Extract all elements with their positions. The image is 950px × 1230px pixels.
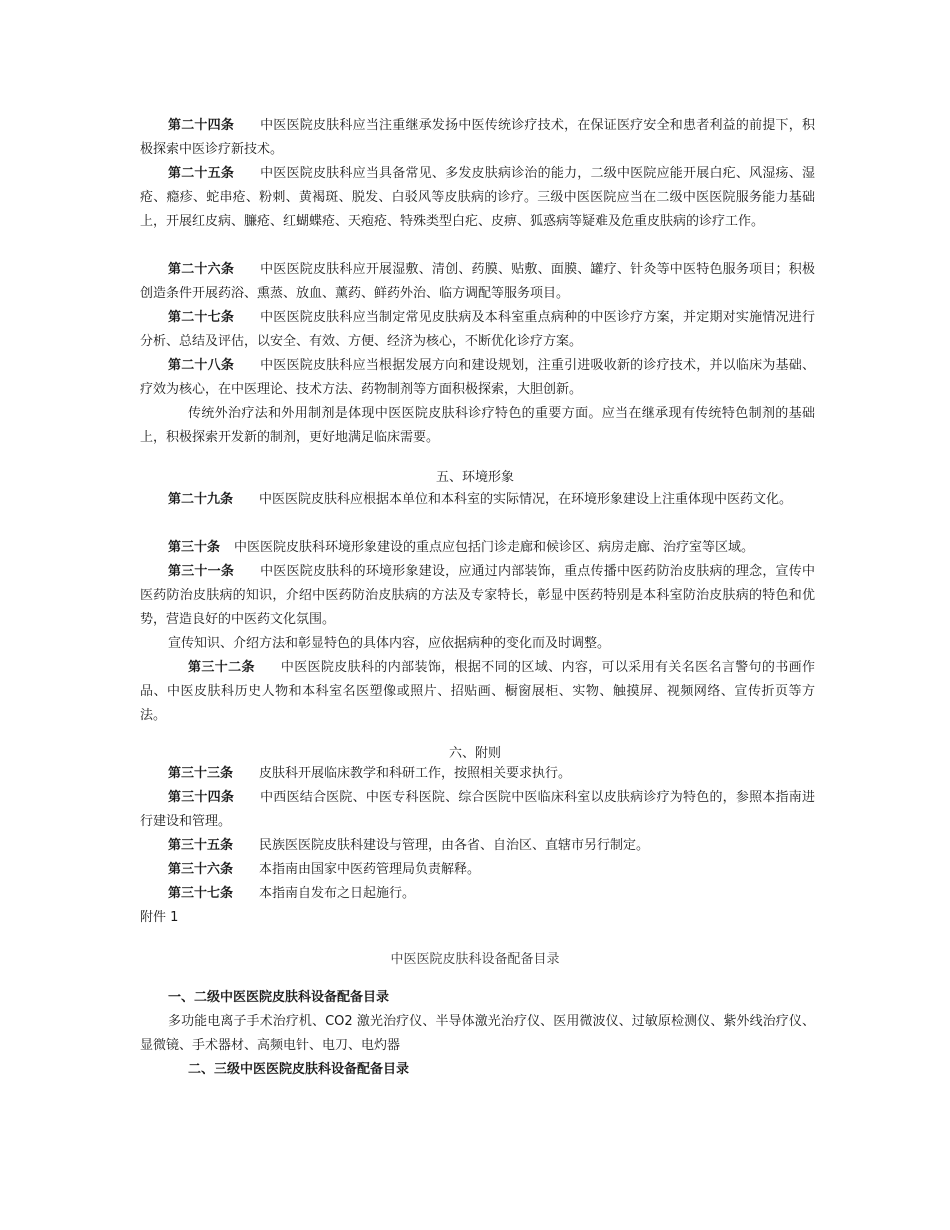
article-label: 第二十九条 — [168, 492, 234, 507]
article-label: 第三十二条 — [188, 660, 255, 675]
article-37 — [140, 882, 815, 906]
article-text: 中医医院皮肤科的环境形象建设，应通过内部装饰，重点传播中医药防治皮肤病的理念，宣传中医药防治皮肤病的知识，介绍中医药防治皮肤病的方法及专家特长，彰显中医药特别是本科室防治皮肤病的特色和优势，营造良好的中医药文化氛围。 — [140, 564, 815, 627]
article-label: 第三十四条 — [168, 790, 235, 805]
article-28-extra: 传统外治疗法和外用制剂是体现中医医院皮肤科诊疗特色的重要方面。应当在继承现有传统特色制剂的基础上，积极探索开发新的制剂，更好地满足临床需要。 — [140, 406, 815, 445]
article-label: 第三十五条 — [168, 838, 234, 853]
article-29 — [140, 488, 815, 512]
article-text: 皮肤科开展临床教学和科研工作，按照相关要求执行。 — [259, 766, 572, 781]
article-text: 中西医结合医院、中医专科医院、综合医院中医临床科室以皮肤病诊疗为特色的，参照本指南进行建设和管理。 — [140, 790, 815, 829]
appendix-heading-2: 二、三级中医医院皮肤科设备配备目录 — [188, 1062, 410, 1077]
article-32 — [140, 656, 815, 728]
article-31 — [140, 560, 815, 632]
article-text: 中医医院皮肤科应当注重继承发扬中医传统诊疗技术，在保证医疗安全和患者利益的前提下，积极探索中医诊疗新技术。 — [140, 118, 815, 157]
section-heading-5: 五、环境形象 — [435, 470, 514, 485]
article-label: 第二十五条 — [168, 166, 235, 181]
article-label: 第三十一条 — [168, 564, 235, 579]
article-27 — [140, 306, 815, 354]
appendix-label: 附件 1 — [140, 910, 179, 925]
article-label: 第二十八条 — [168, 358, 235, 373]
article-34 — [140, 786, 815, 834]
article-label: 第三十三条 — [168, 766, 234, 781]
article-33 — [140, 762, 815, 786]
appendix-heading-1: 一、二级中医医院皮肤科设备配备目录 — [168, 990, 390, 1005]
article-24 — [140, 114, 815, 162]
article-text: 中医医院皮肤科应根据本单位和本科室的实际情况，在环境形象建设上注重体现中医药文化。 — [259, 492, 793, 507]
article-text: 本指南由国家中医药管理局负责解释。 — [259, 862, 481, 877]
article-25 — [140, 162, 815, 234]
article-text: 中医医院皮肤科应当具备常见、多发皮肤病诊治的能力，二级中医院应能开展白疕、风湿疡、湿疮、瘾疹、蛇串疮、粉刺、黄褐斑、脱发、白驳风等皮肤病的诊疗。三级中医医院应当在二级中医医院服务能力基础上，开展红皮病、臁疮、红蝴蝶疮、天疱疮、特殊类型白疕、皮痹、狐惑病等疑难及危重皮肤病的诊疗工作。 — [140, 166, 815, 229]
article-label: 第二十六条 — [168, 262, 235, 277]
article-label: 第三十七条 — [168, 886, 234, 901]
article-26 — [140, 258, 815, 306]
article-text: 中医医院皮肤科应当根据发展方向和建设规划，注重引进吸收新的诊疗技术，并以临床为基础、疗效为核心，在中医理论、技术方法、药物制剂等方面积极探索，大胆创新。 — [140, 358, 815, 397]
article-35 — [140, 834, 815, 858]
article-text: 中医医院皮肤科环境形象建设的重点应包括门诊走廊和候诊区、病房走廊、治疗室等区域。 — [234, 540, 755, 555]
section-heading-6: 六、附则 — [448, 746, 501, 761]
appendix-equipment-list: 多功能电离子手术治疗机、CO2 激光治疗仪、半导体激光治疗仪、医用微波仪、过敏原检测仪、紫外线治疗仪、显微镜、手术器材、高频电针、电刀、电灼器 — [140, 1014, 815, 1053]
article-text: 本指南自发布之日起施行。 — [259, 886, 416, 901]
article-28 — [140, 354, 815, 402]
article-label: 第二十七条 — [168, 310, 235, 325]
article-text: 民族医医院皮肤科建设与管理，由各省、自治区、直辖市另行制定。 — [259, 838, 650, 853]
article-text: 中医医院皮肤科的内部装饰，根据不同的区域、内容，可以采用有关名医名言警句的书画作品、中医皮肤科历史人物和本科室名医塑像或照片、招贴画、橱窗展柜、实物、触摸屏、视频网络、宣传折页等方法。 — [140, 660, 815, 723]
article-31-extra: 宣传知识、介绍方法和彰显特色的具体内容，应依据病种的变化而及时调整。 — [168, 636, 611, 651]
article-label: 第三十六条 — [168, 862, 234, 877]
article-label: 第二十四条 — [168, 118, 235, 133]
article-text: 中医医院皮肤科应当制定常见皮肤病及本科室重点病种的中医诊疗方案，并定期对实施情况进行分析、总结及评估，以安全、有效、方便、经济为核心，不断优化诊疗方案。 — [140, 310, 815, 349]
article-text: 中医医院皮肤科应开展湿敷、清创、药膜、贴敷、面膜、罐疗、针灸等中医特色服务项目；积极创造条件开展药浴、熏蒸、放血、薰药、鲜药外治、临方调配等服务项目。 — [140, 262, 815, 301]
article-30 — [140, 536, 830, 560]
appendix-title: 中医医院皮肤科设备配备目录 — [390, 952, 560, 967]
article-label: 第三十条 — [168, 540, 221, 555]
article-36 — [140, 858, 815, 882]
